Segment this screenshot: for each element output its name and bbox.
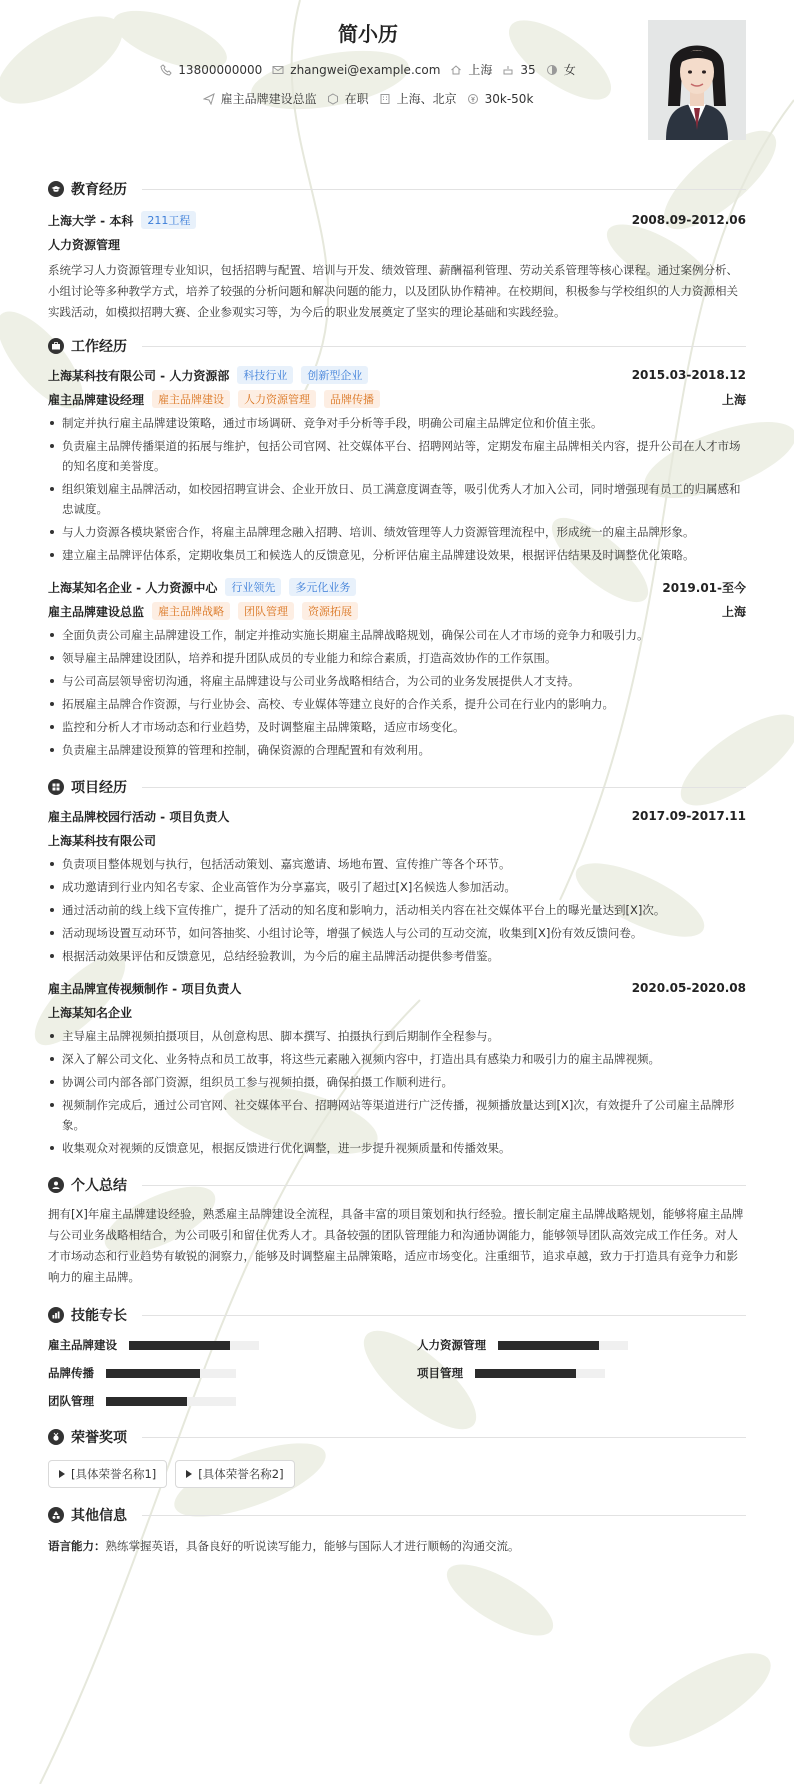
skill-name: 品牌传播 (48, 1366, 94, 1380)
job-status: 在职 (344, 92, 369, 106)
money-icon (467, 93, 479, 105)
skill-level-fill (106, 1369, 200, 1378)
skills-grid (48, 1336, 746, 1410)
divider (142, 189, 746, 190)
project-entry (48, 804, 746, 966)
list-item: 与公司高层领导密切沟通，将雇主品牌建设与公司业务战略相结合，为公司的业务发展提供人才支持。 (48, 671, 746, 691)
list-item: 制定并执行雇主品牌建设策略，通过市场调研、竞争对手分析等手段，明确公司雇主品牌定位和价值主张。 (48, 413, 746, 433)
section-title: 荣誉奖项 (71, 1430, 127, 1446)
bar-chart-icon (48, 1307, 64, 1323)
work-section (48, 333, 746, 760)
company-tag: 科技行业 (237, 366, 293, 384)
divider (142, 1515, 746, 1516)
target-job: 雇主品牌建设总监 (220, 92, 317, 106)
cake-icon (502, 64, 514, 76)
awards-section (48, 1424, 746, 1488)
skill-tag: 雇主品牌建设 (152, 390, 230, 408)
project-details (48, 854, 746, 966)
skill-level-bar (129, 1341, 259, 1350)
section-title: 项目经历 (71, 780, 127, 796)
education-section (48, 176, 746, 323)
expected-salary: 30k-50k (484, 91, 534, 106)
company-name: 上海某知名企业 - 人力资源中心 (48, 580, 218, 595)
list-item: 根据活动效果评估和反馈意见，总结经验教训，为今后的雇主品牌活动提供参考借鉴。 (48, 946, 746, 966)
list-item: 成功邀请到行业内知名专家、企业高管作为分享嘉宾，吸引了超过[X]名候选人参加活动。 (48, 877, 746, 897)
list-item: 全面负责公司雇主品牌建设工作，制定并推动实施长期雇主品牌战略规划，确保公司在人才市场的竞争力和吸引力。 (48, 625, 746, 645)
skill-item (417, 1336, 746, 1354)
skill-item (48, 1364, 377, 1382)
list-item: 拓展雇主品牌合作资源，与行业协会、高校、专业媒体等建立良好的合作关系，提升公司在行业内的影响力。 (48, 694, 746, 714)
graduation-cap-icon (48, 181, 64, 197)
home-icon (450, 64, 462, 76)
building-icon (379, 93, 391, 105)
phone-number: 13800000000 (178, 62, 263, 77)
list-item: 深入了解公司文化、业务特点和员工故事，将这些元素融入视频内容中，打造出具有感染力和吸引力的雇主品牌视频。 (48, 1049, 746, 1069)
company-tag: 行业领先 (225, 578, 281, 596)
send-icon (203, 93, 215, 105)
skill-level-bar (498, 1341, 628, 1350)
skill-level-fill (106, 1397, 187, 1406)
skill-level-fill (475, 1369, 576, 1378)
candidate-name: 简小历 (338, 22, 398, 46)
major: 人力资源管理 (48, 237, 121, 252)
job-entry (48, 575, 746, 760)
briefcase-icon (48, 338, 64, 354)
list-item: 视频制作完成后，通过公司官网、社交媒体平台、招聘网站等渠道进行广泛传播，视频播放量达到[X]次，有效提升了公司雇主品牌形象。 (48, 1095, 746, 1135)
divider (142, 787, 746, 788)
divider (142, 1315, 746, 1316)
skill-level-bar (106, 1397, 236, 1406)
job-date: 2019.01-至今 (662, 580, 746, 595)
list-item: 负责雇主品牌建设预算的管理和控制，确保资源的合理配置和有效利用。 (48, 740, 746, 760)
grid-icon (48, 779, 64, 795)
list-item: 与人力资源各模块紧密合作，将雇主品牌理念融入招聘、培训、绩效管理等人力资源管理流程中，形成统一的雇主品牌形象。 (48, 522, 746, 542)
language-text: 熟练掌握英语，具备良好的听说读写能力，能够与国际人才进行顺畅的沟通交流。 (105, 1539, 520, 1553)
list-item: 建立雇主品牌评估体系，定期收集员工和候选人的反馈意见，分析评估雇主品牌建设效果，根据评估结果及时调整优化策略。 (48, 545, 746, 565)
list-item: 主导雇主品牌视频拍摄项目，从创意构思、脚本撰写、拍摄执行到后期制作全程参与。 (48, 1026, 746, 1046)
skill-level-bar (475, 1369, 605, 1378)
list-item: 活动现场设置互动环节，如问答抽奖、小组讨论等，增强了候选人与公司的互动交流，收集到[X]份有效反馈问卷。 (48, 923, 746, 943)
skill-tag: 人力资源管理 (238, 390, 316, 408)
list-item: 通过活动前的线上线下宣传推广，提升了活动的知名度和影响力，活动相关内容在社交媒体平台上的曝光量达到[X]次。 (48, 900, 746, 920)
profile-photo (648, 20, 746, 140)
education-date: 2008.09-2012.06 (631, 213, 746, 227)
company-tag: 多元化业务 (289, 578, 356, 596)
divider (142, 1437, 746, 1438)
education-description: 系统学习人力资源管理专业知识，包括招聘与配置、培训与开发、绩效管理、薪酬福利管理、劳动关系管理等核心课程。通过案例分析、小组讨论等多种教学方式，培养了较强的分析问题和解决问题的能力，以及团队协作精神。在校期间，积极参与学校组织的人力资源相关实践活动，如模拟招聘大赛、企业参观实习等，为今后的职业发展奠定了坚实的理论基础和实践经验。 (48, 263, 738, 319)
gender-icon (546, 64, 558, 76)
language-info (48, 1536, 746, 1556)
job-entry (48, 363, 746, 565)
divider (142, 346, 746, 347)
job-role: 雇主品牌建设总监 (48, 604, 145, 619)
list-item: 监控和分析人才市场动态和行业趋势，及时调整雇主品牌策略，适应市场变化。 (48, 717, 746, 737)
list-item: 领导雇主品牌建设团队，培养和提升团队成员的专业能力和综合素质，打造高效协作的工作氛围。 (48, 648, 746, 668)
job-location: 上海 (721, 392, 746, 407)
job-intent-line (48, 90, 688, 107)
skill-level-fill (129, 1341, 230, 1350)
section-title: 其他信息 (71, 1508, 127, 1524)
list-item: 负责雇主品牌传播渠道的拓展与维护，包括公司官网、社交媒体平台、招聘网站等，定期发布雇主品牌相关内容，提升公司在人才市场的知名度和美誉度。 (48, 436, 746, 476)
contact-info-line (48, 61, 688, 78)
summary-section (48, 1172, 746, 1288)
play-triangle-icon (59, 1470, 65, 1478)
school-name: 上海大学 - 本科 (48, 213, 134, 228)
section-title: 个人总结 (71, 1178, 127, 1194)
award-item (175, 1460, 294, 1488)
play-triangle-icon (186, 1470, 192, 1478)
email-icon (272, 64, 284, 76)
list-item: 收集观众对视频的反馈意见，根据反馈进行优化调整，进一步提升视频质量和传播效果。 (48, 1138, 746, 1158)
skill-name: 团队管理 (48, 1394, 94, 1408)
skill-item (48, 1336, 377, 1354)
resume-header (48, 18, 746, 166)
project-entry (48, 976, 746, 1158)
job-role: 雇主品牌建设经理 (48, 392, 145, 407)
skill-tag: 资源拓展 (302, 602, 358, 620)
award-name: [具体荣誉名称1] (71, 1467, 157, 1481)
company-tag: 创新型企业 (301, 366, 368, 384)
current-city: 上海 (468, 63, 493, 77)
list-item: 协调公司内部各部门资源，组织员工参与视频拍摄，确保拍摄工作顺利进行。 (48, 1072, 746, 1092)
language-label: 语言能力： (48, 1539, 106, 1553)
list-item: 负责项目整体规划与执行，包括活动策划、嘉宾邀请、场地布置、宣传推广等各个环节。 (48, 854, 746, 874)
project-company: 上海某科技有限公司 (48, 833, 157, 848)
divider (142, 1185, 746, 1186)
skill-name: 项目管理 (417, 1366, 463, 1380)
school-tag: 211工程 (141, 211, 196, 229)
skill-name: 人力资源管理 (417, 1338, 486, 1352)
skill-item (48, 1392, 377, 1410)
skill-level-fill (498, 1341, 599, 1350)
awards-list (48, 1460, 746, 1488)
skill-tag: 团队管理 (238, 602, 294, 620)
project-date: 2020.05-2020.08 (631, 981, 746, 995)
phone-icon (160, 64, 172, 76)
skill-level-bar (106, 1369, 236, 1378)
skill-tag: 雇主品牌战略 (152, 602, 230, 620)
project-date: 2017.09-2017.11 (631, 809, 746, 823)
project-company: 上海某知名企业 (48, 1005, 133, 1020)
summary-text: 拥有[X]年雇主品牌建设经验，熟悉雇主品牌建设全流程，具备丰富的项目策划和执行经验。擅长制定雇主品牌战略规划，能够将雇主品牌与公司业务战略相结合，为公司吸引和留住优秀人才。具备较强的团队管理能力和沟通协调能力，能够领导团队高效完成工作任务。对人才市场动态和行业趋势有敏锐的洞察力，能够及时调整雇主品牌策略，适应市场变化。注重细节，追求卓越，致力于打造具有竞争力和影响力的雇主品牌。 (48, 1207, 744, 1284)
project-name: 雇主品牌宣传视频制作 - 项目负责人 (48, 981, 242, 996)
company-name: 上海某科技有限公司 - 人力资源部 (48, 368, 230, 383)
status-icon (327, 93, 339, 105)
skill-item (417, 1364, 746, 1382)
section-title: 技能专长 (71, 1308, 127, 1324)
medal-icon (48, 1429, 64, 1445)
skill-tag: 品牌传播 (324, 390, 380, 408)
skill-name: 雇主品牌建设 (48, 1338, 117, 1352)
award-name: [具体荣誉名称2] (198, 1467, 284, 1481)
job-duties (48, 413, 746, 565)
job-date: 2015.03-2018.12 (631, 368, 746, 382)
shapes-icon (48, 1507, 64, 1523)
award-item (48, 1460, 167, 1488)
job-location: 上海 (721, 604, 746, 619)
target-city: 上海、北京 (396, 92, 457, 106)
other-section (48, 1502, 746, 1556)
user-icon (48, 1177, 64, 1193)
job-duties (48, 625, 746, 760)
gender: 女 (563, 63, 576, 77)
list-item: 组织策划雇主品牌活动，如校园招聘宣讲会、企业开放日、员工满意度调查等，吸引优秀人才加入公司，同时增强现有员工的归属感和忠诚度。 (48, 479, 746, 519)
email-address: zhangwei@example.com (290, 62, 441, 77)
projects-section (48, 774, 746, 1158)
section-title: 工作经历 (71, 339, 127, 355)
project-name: 雇主品牌校园行活动 - 项目负责人 (48, 809, 230, 824)
project-details (48, 1026, 746, 1158)
skills-section (48, 1302, 746, 1410)
section-title: 教育经历 (71, 182, 127, 198)
age: 35 (520, 62, 536, 77)
